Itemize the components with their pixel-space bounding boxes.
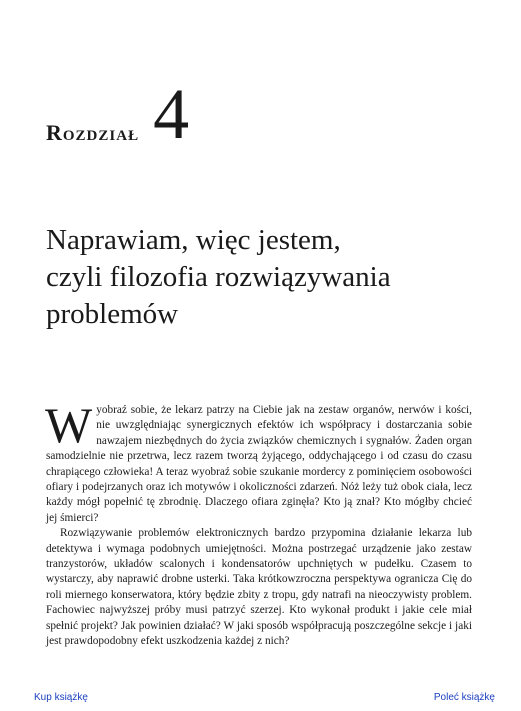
chapter-label: Rozdział: [46, 120, 140, 145]
chapter-title-line-1: Naprawiam, więc jestem,: [46, 224, 341, 256]
paragraph-1: [45, 397, 472, 526]
chapter-heading: [46, 70, 190, 154]
body-text: [45, 397, 472, 650]
chapter-number: 4: [153, 74, 190, 154]
paragraph-2: Rozwiązywanie problemów elektronicznych bardzo przypomina działanie lekarza lub detektywa i wymaga podobnych umiejętności. Można postrzegać urządzenie jako zestaw tranzystorów, układów scalonych i kondensatorów upchniętych w pudełku. Czasem to wystarczy, aby naprawić drobne usterki. Taka krótkowzroczna perspektywa ogranicza Cię do roli miernego konserwatora, który będzie zbity z tropu, gdy natrafi na nieoczywisty problem. Fachowiec najwyższej próby musi patrzyć szerzej. Kto wykonał produkt i jakie cele miał spełnić projekt? Jak powinien działać? W jaki sposób współpracują poszczególne sekcje i jaki jest prawdopodobny efekt uszkodzenia każdej z nich?: [46, 527, 472, 648]
chapter-title-line-3: problemów: [46, 298, 179, 330]
chapter-title: [46, 222, 476, 333]
recommend-book-link[interactable]: Poleć książkę: [433, 692, 495, 703]
chapter-title-line-2: czyli filozofia rozwiązywania: [46, 261, 391, 293]
paragraph-1-text: yobraź sobie, że lekarz patrzy na Ciebie jak na zestaw organów, nerwów i kości, nie uwzględniając synergicznych efektów ich współpracy i dostarczania sobie nawzajem niezbędnych do życia związków chemicznych i sygnałów. Żaden organ samodzielnie nie przetrwa, lecz razem tworzą żyjącego, oddychającego i od czasu do czasu chrapiącego człowieka! A teraz wyobraź sobie szukanie mordercy z pominięciem osobowości ofiary i podejrzanych oraz ich motywów i okoliczności zdarzeń. Nóż leży tuż obok ciała, lecz każdy mógł popełnić tę zbrodnię. Dlaczego ofiara zginęła? Kto ją znał? Kto mógłby chcieć jej śmierci?: [46, 404, 472, 524]
drop-cap: W: [45, 397, 93, 453]
buy-book-link[interactable]: Kup książkę: [34, 692, 88, 703]
